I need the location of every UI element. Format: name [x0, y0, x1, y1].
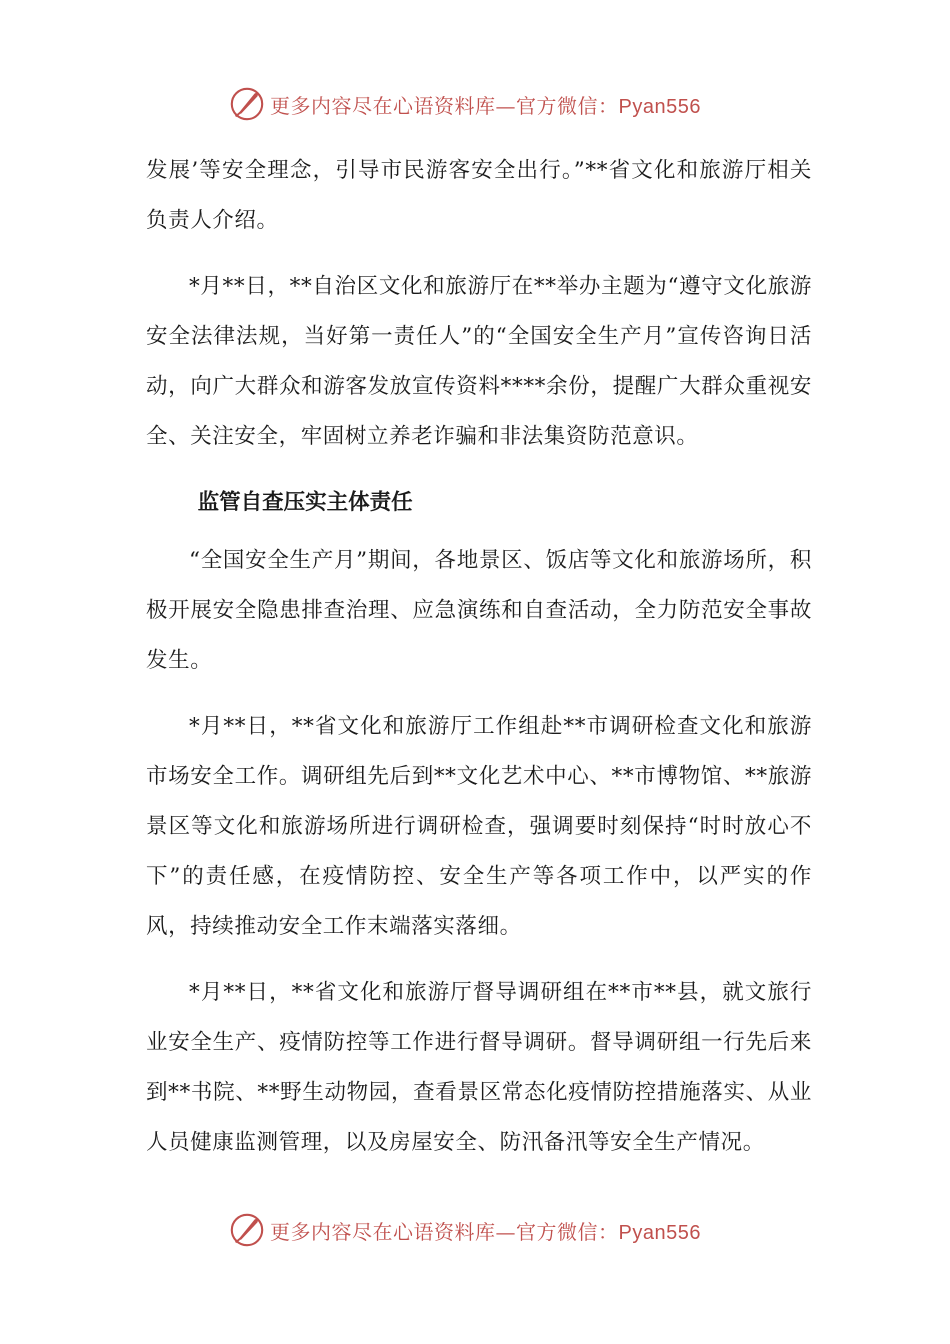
- paragraph-continued: 发展’等安全理念，引导市民游客安全出行。”**省文化和旅游厅相关负责人介绍。: [146, 158, 812, 233]
- section-heading: 监管自查压实主体责任: [197, 490, 413, 515]
- header-banner: [228, 84, 701, 124]
- quill-logo-icon: [228, 85, 266, 123]
- footer-banner: [228, 1210, 701, 1250]
- paragraph: *月**日，**自治区文化和旅游厅在**举办主题为“遵守文化旅游安全法律法规，当好第一责任人”的“全国安全生产月”宣传咨询日活动，向广大群众和游客发放宣传资料****余份，提醒广大群众重视安全、关注安全，牢固树立养老诈骗和非法集资防范意识。: [146, 274, 812, 449]
- paragraph: *月**日，**省文化和旅游厅工作组赴**市调研检查文化和旅游市场安全工作。调研组先后到**文化艺术中心、**市博物馆、**旅游景区等文化和旅游场所进行调研检查，强调要时刻保持“时时放心不下”的责任感，在疫情防控、安全生产等各项工作中，以严实的作风，持续推动安全工作末端落实落细。: [146, 714, 812, 939]
- quill-logo-icon: [228, 1211, 266, 1249]
- paragraph: “全国安全生产月”期间，各地景区、饭店等文化和旅游场所，积极开展安全隐患排查治理、应急演练和自查活动，全力防范安全事故发生。: [146, 548, 812, 673]
- document-body: [146, 146, 812, 1184]
- banner-label: 更多内容尽在心语资料库—官方微信：Pyan556: [270, 1219, 701, 1244]
- paragraph: *月**日，**省文化和旅游厅督导调研组在**市**县，就文旅行业安全生产、疫情防控等工作进行督导调研。督导调研组一行先后来到**书院、**野生动物园，查看景区常态化疫情防控措施落实、从业人员健康监测管理，以及房屋安全、防汛备汛等安全生产情况。: [146, 980, 812, 1155]
- banner-label: 更多内容尽在心语资料库—官方微信：Pyan556: [270, 93, 701, 118]
